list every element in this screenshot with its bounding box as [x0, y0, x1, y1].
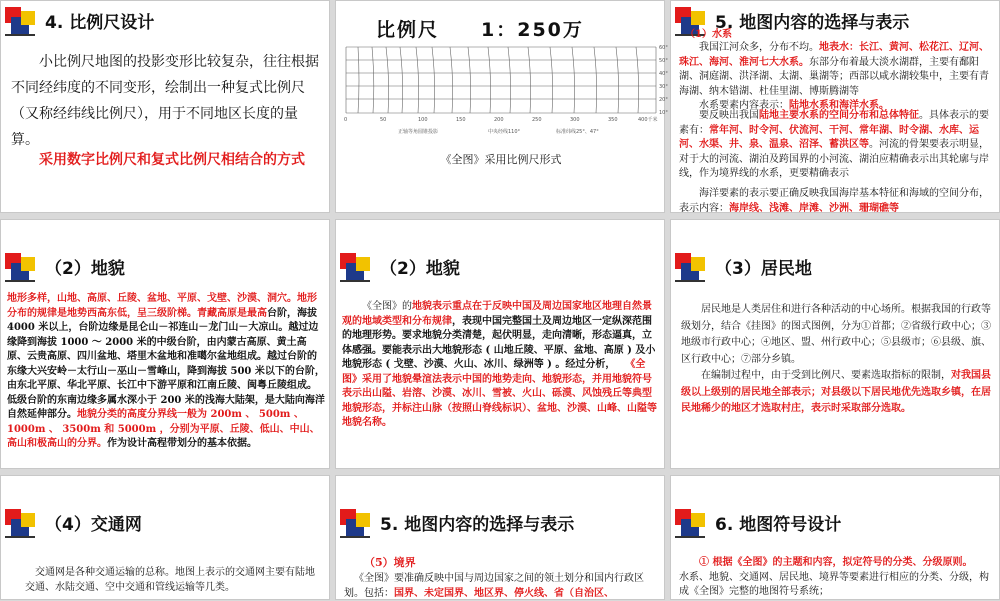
- slide-highlight: 采用数字比例尺和复式比例尺相结合的方式: [39, 152, 305, 168]
- dist-label: 150: [456, 117, 466, 123]
- slide-logo-icon: [5, 509, 35, 543]
- legend-meridian: 中央经线110°: [488, 129, 521, 135]
- slide-title: 4. 比例尺设计: [45, 13, 155, 33]
- slide-title: （3）居民地: [715, 259, 812, 279]
- paragraph: 地形多样，山地、高原、丘陵、盆地、平原、戈壁、沙漠、洞穴。地形分布的规律是地势西高东低，呈三级阶梯。青藏高原是最高台阶，海拔 4000 米以上，台阶边缘是昆仑山－祁连山－龙门山－大凉山。越过边缘降到海拔 1000 ～ 2000 米的中级台阶，由内蒙古高原、黄土高原、云贵高原、四川盆地、塔里木盆地和准噶尔盆地组成。越过台阶的东缘大兴安岭－太行山－巫山－雪峰山，降到海拔 500 米以下的台阶，由东北平原、华北平原、长江中下游平原和江南丘陵、闽粤丘陵组成。低级台阶的东南边缘多属水深小于 200 米的浅海大陆架，是大陆向海洋自然延伸部分。地貌分类的高度分界线一般为 200m 、 500m 、 1000m 、 3500m 和 5000m ，分别为平原、丘陵、低山、中山、高山和极高山的分界。作为设计高程带划分的基本依据。: [7, 293, 325, 449]
- slide-title: （2）地貌: [380, 259, 460, 279]
- dist-label: 200: [494, 117, 504, 123]
- slide-logo-icon: [340, 253, 370, 287]
- slide-scale-figure[interactable]: [335, 0, 668, 213]
- slide-settlements[interactable]: [670, 219, 1000, 469]
- dist-label: 100: [418, 117, 428, 123]
- slide-logo-icon: [675, 253, 705, 287]
- dist-label: 50: [380, 117, 387, 123]
- slide-title: 5. 地图内容的选择与表示: [380, 515, 575, 535]
- slide-landform-1[interactable]: [0, 219, 330, 469]
- scale-heading: 比例尺 1：250万: [376, 19, 584, 41]
- dist-label: 300: [570, 117, 580, 123]
- paragraph: 交通网是各种交通运输的总称。地图上表示的交通网主要有陆地交通、水陆交通、空中交通和管线运输等几类。: [25, 567, 315, 593]
- slide-symbol-design[interactable]: [670, 475, 1000, 600]
- dist-label: 350: [608, 117, 618, 123]
- slide-transport[interactable]: [0, 475, 330, 600]
- lat-label: 60°: [659, 45, 668, 51]
- lat-label: 10°: [659, 110, 668, 116]
- dist-label: 400千米: [638, 117, 658, 123]
- slide-landform-2[interactable]: [335, 219, 665, 469]
- paragraph: 居民地是人类居住和进行各种活动的中心场所。根据我国的行政等级划分，结合《挂图》的图式图例，分为①首都；②省级行政中心；③地级市行政中心；④地区、盟、州行政中心；⑤县级市；⑥县级、旗、区行政中心；⑦部分乡镇。 在编制过程中，由于受到比例尺、要素选取指标的限制，对我国县级以上级别的居民地全部表示；对县级以下居民地优先选取乡镇，在居民地稀少的地区才选取村庄，表示时采取部分选取。: [681, 304, 991, 414]
- section-subtitle: （1）水系: [685, 29, 732, 40]
- slide-logo-icon: [5, 7, 35, 41]
- lat-label: 20°: [659, 97, 668, 103]
- slide-title: （2）地貌: [45, 259, 125, 279]
- slide-logo-icon: [675, 509, 705, 543]
- lat-label: 40°: [659, 71, 668, 77]
- slide-logo-icon: [5, 253, 35, 287]
- legend-parallels: 标准纬线25°、47°: [556, 129, 599, 135]
- figure-caption: 《全图》采用比例尺形式: [440, 153, 562, 166]
- paragraph: 我国江河众多，分布不均。地表水：长江、黄河、松花江、辽河、珠江、海河、淮河七大水系。东部分布着最大淡水湖群，主要有鄱阳湖、洞庭湖、洪泽湖、太湖、巢湖等；西部以咸水湖较集中，主要有青海湖、纳木错湖、杜佳里湖、博斯腾湖等 水系要素内容表示：陆地水系和海洋水系。: [679, 42, 989, 111]
- paragraph: 要反映出我国陆地主要水系的空间分布和总体特征。具体表示的要素有：常年河、时令河、伏流河、干河、常年湖、时令湖、水库、运河、水渠、井、泉、温泉、沼泽、蓄洪区等。河流的骨架要表示明显，对于大的河流、湖泊及跨国界的小河流、湖泊应精确表示出其轮廓与岸线，作为境界线的水系，更要精确表示: [679, 110, 989, 179]
- dist-label: 250: [532, 117, 542, 123]
- slide-body: 小比例尺地图的投影变形比较复杂，往往根据不同经纬度的不同变形，绘制出一种复式比例尺（又称经纬线比例尺），用于不同地区长度的量算。: [11, 54, 319, 148]
- slide-scale-design[interactable]: [0, 0, 330, 213]
- paragraph: 《全图》要准确反映中国与周边国家之间的领土划分和国内行政区划。包括：国界、未定国界、地区界、停火线、省（自治区、: [344, 573, 644, 599]
- paragraph: ① 根据《全图》的主题和内容，拟定符号的分类、分级原则。 水系、地貌、交通网、居民地、境界等要素进行相应的分类、分级，构成《全图》完整的地图符号系统；: [679, 557, 989, 597]
- lat-label: 50°: [659, 58, 668, 64]
- slide-boundaries[interactable]: [335, 475, 665, 600]
- slide-logo-icon: [340, 509, 370, 543]
- paragraph: 海洋要素的表示要正确反映我国海岸基本特征和海域的空间分布，表示内容：海岸线、浅滩、岸滩、沙洲、珊瑚礁等: [679, 188, 989, 214]
- lat-label: 30°: [659, 84, 668, 90]
- compound-scale-chart: [338, 41, 668, 141]
- legend-projection: 正轴等角圆锥投影: [398, 129, 439, 135]
- section-subtitle: （5）境界: [364, 556, 416, 569]
- slide-title: 5. 地图内容的选择与表示: [715, 13, 910, 33]
- slide-content-selection[interactable]: [670, 0, 1000, 213]
- dist-label: 0: [344, 117, 348, 123]
- slide-title: （4）交通网: [45, 515, 142, 535]
- slide-title: 6. 地图符号设计: [715, 515, 842, 535]
- paragraph: 《全图》的地貌表示重点在于反映中国及周边国家地区地理自然景观的地域类型和分布规律，表现中国完整国土及周边地区一定纵深范围的地理形势。要求地貌分类清楚，起伏明显，走向清晰，形态逼真，立体感强。要能表示出大地貌形态 ( 山地丘陵、平原、盆地、高原 ) 及小地貌形态 ( 戈壁、沙漠、火山、冰川、绿洲等 ) 。经过分析， 《全图》采用了地貌晕渲法表示中国的地势走向、地貌形态，并用地貌符号表示出山隘、岩溶、沙漠、冰川、雪被、火山、砾漠、风蚀残丘等典型地貌形态，并标注山脉（按照山脊线标识）、盆地、沙漠、山峰、山隘等地貌名称。: [342, 301, 657, 428]
